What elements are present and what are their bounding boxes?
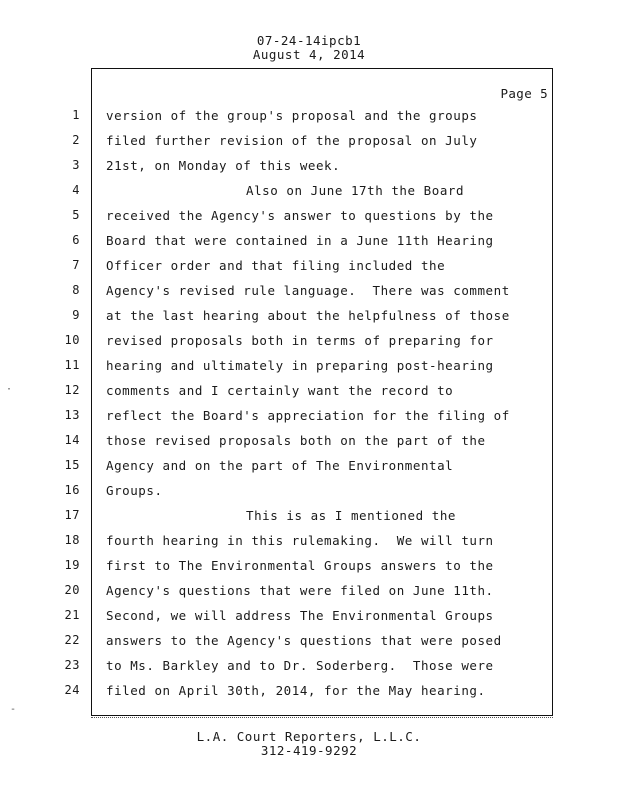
line-number: 2: [72, 133, 80, 147]
line-text: Agency's questions that were filed on June 11th.: [106, 583, 494, 598]
line-number: 16: [64, 483, 80, 497]
line-number: 10: [64, 333, 80, 347]
transcript-line: [0, 653, 618, 678]
line-number: 11: [64, 358, 80, 372]
transcript-line: [0, 553, 618, 578]
transcript-line: [0, 303, 618, 328]
line-text: comments and I certainly want the record to: [106, 383, 454, 398]
transcript-line: [0, 578, 618, 603]
transcript-line: [0, 628, 618, 653]
line-number: 15: [64, 458, 80, 472]
line-text: Agency and on the part of The Environmental: [106, 458, 454, 473]
line-number: 12: [64, 383, 80, 397]
line-text: revised proposals both in terms of preparing for: [106, 333, 494, 348]
file-id: 07-24-14ipcb1: [256, 33, 362, 48]
line-number: 9: [72, 308, 80, 322]
transcript-line: [0, 128, 618, 153]
line-number: 1: [72, 108, 80, 122]
transcript-line: [0, 278, 618, 303]
line-text: Groups.: [106, 483, 163, 498]
line-number: 18: [64, 533, 80, 547]
line-text: Board that were contained in a June 11th Hearing: [106, 233, 494, 248]
line-text: Second, we will address The Environmental Groups: [106, 608, 494, 623]
line-number: 13: [64, 408, 80, 422]
frame-scan-artifact: [91, 717, 553, 720]
reporter-phone: 312-419-9292: [260, 743, 358, 758]
transcript-line: [0, 328, 618, 353]
line-number: 6: [72, 233, 80, 247]
line-number: 17: [64, 508, 80, 522]
transcript-line: [0, 178, 618, 203]
transcript-line: [0, 453, 618, 478]
transcript-line: [0, 503, 618, 528]
line-text: answers to the Agency's questions that were posed: [106, 633, 502, 648]
line-text: reflect the Board's appreciation for the filing of: [106, 408, 510, 423]
line-number: 4: [72, 183, 80, 197]
transcript-line: [0, 678, 618, 703]
line-text: hearing and ultimately in preparing post-hearing: [106, 358, 494, 373]
scan-mark: ·: [6, 384, 13, 395]
hearing-date: August 4, 2014: [252, 47, 366, 62]
line-text: 21st, on Monday of this week.: [106, 158, 341, 173]
page-number: Page 5: [500, 86, 548, 101]
transcript-line: [0, 403, 618, 428]
transcript-line: [0, 428, 618, 453]
line-number: 14: [64, 433, 80, 447]
line-number: 5: [72, 208, 80, 222]
line-number: 22: [64, 633, 80, 647]
line-number: 23: [64, 658, 80, 672]
line-text: filed further revision of the proposal on July: [106, 133, 478, 148]
transcript-line: [0, 228, 618, 253]
transcript-line: [0, 153, 618, 178]
line-text: those revised proposals both on the part of the: [106, 433, 486, 448]
line-text: received the Agency's answer to questions by the: [106, 208, 494, 223]
line-text: at the last hearing about the helpfulness of those: [106, 308, 510, 323]
line-text: version of the group's proposal and the groups: [106, 108, 478, 123]
line-number: 8: [72, 283, 80, 297]
line-text: Officer order and that filing included the: [106, 258, 446, 273]
transcript-line: [0, 103, 618, 128]
line-number: 3: [72, 158, 80, 172]
transcript-line: [0, 253, 618, 278]
line-text: Also on June 17th the Board: [246, 183, 465, 198]
transcript-line: [0, 528, 618, 553]
line-text: Agency's revised rule language. There was comment: [106, 283, 510, 298]
line-number: 24: [64, 683, 80, 697]
page-footer: [0, 730, 618, 758]
transcript-line: [0, 353, 618, 378]
transcript-line: [0, 203, 618, 228]
transcript-line: [0, 478, 618, 503]
line-text: This is as I mentioned the: [246, 508, 456, 523]
transcript-line: [0, 378, 618, 403]
reporter-company: L.A. Court Reporters, L.L.C.: [196, 729, 422, 744]
line-text: filed on April 30th, 2014, for the May hearing.: [106, 683, 486, 698]
line-number: 20: [64, 583, 80, 597]
scan-mark: -: [10, 704, 17, 715]
line-text: to Ms. Barkley and to Dr. Soderberg. Those were: [106, 658, 494, 673]
line-number: 7: [72, 258, 80, 272]
transcript-lines: [0, 103, 618, 703]
line-number: 21: [64, 608, 80, 622]
transcript-line: [0, 603, 618, 628]
line-text: first to The Environmental Groups answers to the: [106, 558, 494, 573]
line-text: fourth hearing in this rulemaking. We will turn: [106, 533, 494, 548]
line-number: 19: [64, 558, 80, 572]
page-header: [0, 34, 618, 62]
